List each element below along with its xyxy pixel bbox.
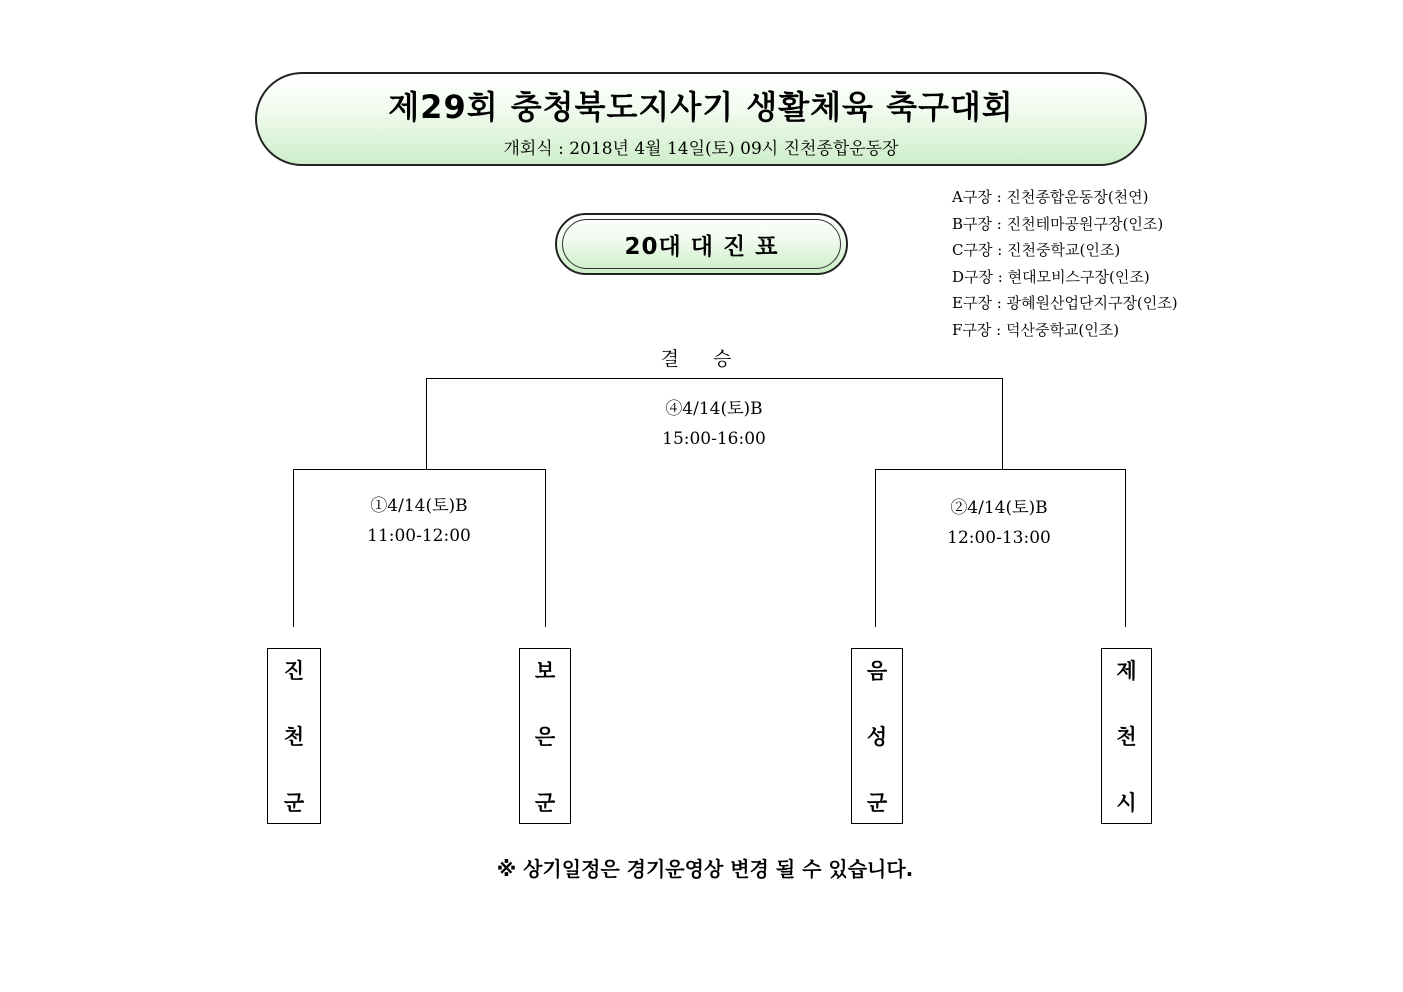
final-bracket-left-line bbox=[426, 378, 427, 470]
venue-item: E구장 : 광혜원산업단지구장(인조) bbox=[952, 294, 1178, 312]
team-box-boeun bbox=[519, 648, 571, 824]
team-box-jecheon bbox=[1101, 648, 1152, 824]
venue-item: D구장 : 현대모비스구장(인조) bbox=[952, 267, 1150, 286]
team-char: 시 bbox=[1116, 791, 1137, 815]
semi-right-match-time: 12:00-13:00 bbox=[947, 528, 1051, 548]
division-banner bbox=[555, 213, 848, 275]
final-bracket-right-line bbox=[1002, 378, 1003, 470]
team-char: 성 bbox=[866, 725, 888, 749]
final-match-info bbox=[614, 394, 814, 454]
team-char: 진 bbox=[283, 659, 305, 683]
left-semi-top-line bbox=[293, 469, 546, 470]
left-semi-left-line bbox=[293, 469, 294, 627]
division-title: 20대 대 진 표 bbox=[624, 234, 779, 260]
title-banner bbox=[255, 72, 1147, 166]
left-semi-right-line bbox=[545, 469, 546, 627]
venue-item: F구장 : 덕산중학교(인조) bbox=[952, 320, 1120, 339]
venue-item: C구장 : 진천중학교(인조) bbox=[952, 241, 1121, 259]
team-char: 군 bbox=[866, 791, 888, 815]
final-match-date: ④4/14(토)B bbox=[665, 399, 763, 419]
semi-left-match-info bbox=[319, 491, 519, 551]
right-semi-left-line bbox=[875, 469, 876, 627]
right-semi-top-line bbox=[875, 469, 1126, 470]
venue-list bbox=[952, 184, 1178, 343]
final-label: 결 승 bbox=[660, 348, 746, 370]
opening-ceremony-info: 개회식 : 2018년 4월 14일(토) 09시 진천종합운동장 bbox=[503, 139, 899, 159]
semi-right-match-date: ②4/14(토)B bbox=[950, 498, 1048, 518]
semi-left-match-time: 11:00-12:00 bbox=[367, 526, 471, 546]
team-char: 제 bbox=[1116, 659, 1137, 683]
team-char: 천 bbox=[283, 725, 305, 749]
page-title: 제29회 충청북도지사기 생활체육 축구대회 bbox=[388, 88, 1014, 126]
semi-left-match-date: ①4/14(토)B bbox=[370, 496, 468, 516]
team-box-jincheon bbox=[267, 648, 321, 824]
team-char: 군 bbox=[283, 791, 305, 815]
team-char: 음 bbox=[866, 659, 888, 683]
team-char: 군 bbox=[534, 791, 556, 815]
right-semi-right-line bbox=[1125, 469, 1126, 627]
team-char: 천 bbox=[1116, 725, 1137, 749]
venue-item: B구장 : 진천테마공원구장(인조) bbox=[952, 214, 1164, 233]
schedule-change-notice: ※ 상기일정은 경기운영상 변경 될 수 있습니다. bbox=[496, 857, 914, 881]
final-bracket-top-line bbox=[426, 378, 1003, 379]
team-char: 보 bbox=[534, 659, 556, 683]
team-box-eumseong bbox=[851, 648, 903, 824]
team-char: 은 bbox=[534, 725, 556, 749]
venue-item: A구장 : 진천종합운동장(천연) bbox=[952, 188, 1149, 206]
semi-right-match-info bbox=[899, 493, 1099, 553]
final-match-time: 15:00-16:00 bbox=[662, 429, 766, 449]
